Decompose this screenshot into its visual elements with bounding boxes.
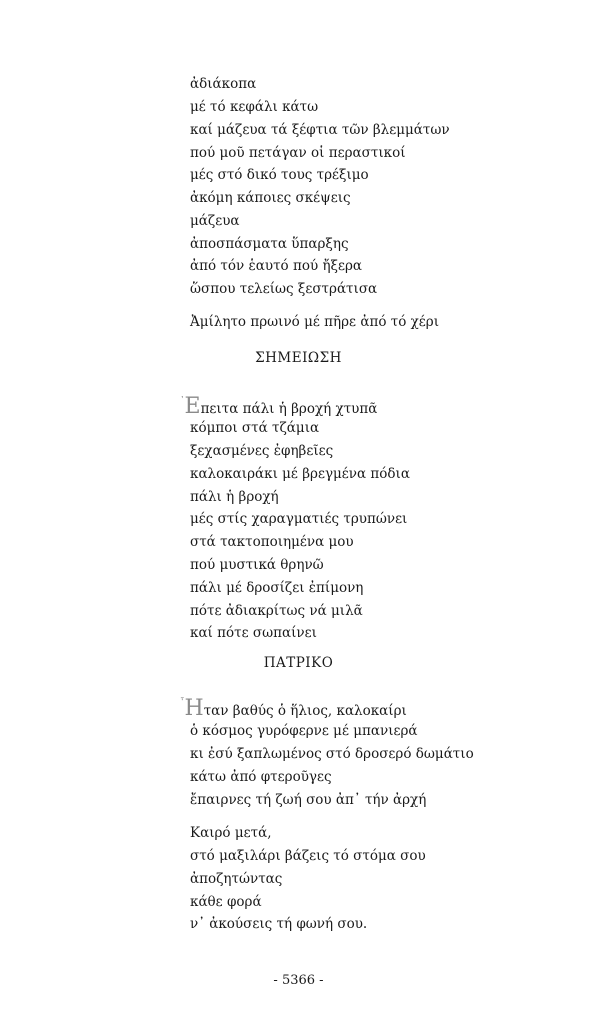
poem-line: ν᾿ ἀκούσεις τή φωνή σου.	[190, 916, 368, 932]
poem-closing-line: Ἀμίλητο πρωινό μέ πῆρε ἀπό τό χέρι	[190, 314, 440, 330]
dropcap-accent: ῏	[180, 699, 185, 709]
poem-line: πάλι μέ δροσίζει ἐπίμονη	[190, 580, 364, 596]
poem-line: κάτω ἀπό φτεροῦγες	[190, 769, 332, 785]
poem-line: μέ τό κεφάλι κάτω	[190, 99, 319, 115]
dropcap-letter: Ε	[184, 394, 201, 419]
poem-title: ΠΑΤΡΙΚΟ	[263, 655, 334, 671]
poem-line: μές στό δικό τους τρέξιμο	[190, 167, 369, 183]
poem-line: κι ἐσύ ξαπλωμένος στό δροσερό δωμάτιο	[190, 746, 474, 762]
poem-line: κάθε φορά	[190, 894, 262, 910]
poem-line: μές στίς χαραγματιές τρυπώνει	[190, 511, 408, 527]
poem-title: ΣΗΜΕΙΩΣΗ	[255, 350, 342, 366]
poem-line: ἀδιάκοπα	[190, 76, 257, 92]
poem-line: πού μοῦ πετάγαν οἱ περαστικοί	[190, 145, 406, 161]
poem-line: πού μυστικά θρηνῶ	[190, 557, 324, 573]
poem-line: κόμποι στά τζάμια	[190, 420, 320, 436]
poem-line: πάλι ἡ βροχή	[190, 489, 279, 505]
poem-line: ὁ κόσμος γυρόφερνε μέ μπανιερά	[190, 723, 418, 739]
poem-line: ξεχασμένες ἐφηβεῖες	[190, 443, 334, 459]
poem-line: ἀποσπάσματα ὕπαρξης	[190, 236, 349, 252]
page-number: - 5366 -	[273, 973, 324, 988]
poem-line: στό μαξιλάρι βάζεις τό στόμα σου	[190, 848, 426, 864]
poem-line: ἔπαιρνες τή ζωή σου ἀπ᾿ τήν ἀρχή	[190, 792, 427, 808]
poem-first-line	[180, 694, 407, 721]
poem-line: καλοκαιράκι μέ βρεγμένα πόδια	[190, 466, 410, 482]
dropcap-accent: ᾿	[180, 397, 185, 407]
poem-line: καί μάζευα τά ξέφτια τῶν βλεμμάτων	[190, 122, 450, 138]
poem-line: στά τακτοποιημένα μου	[190, 534, 354, 550]
poem-line: ἀκόμη κάποιες σκέψεις	[190, 190, 351, 206]
poem-line: πότε ἀδιακρίτως νά μιλᾶ	[190, 603, 363, 619]
poem-line: ἀπό τόν ἑαυτό πού ἤξερα	[190, 258, 363, 274]
poem-line: ἀποζητώντας	[190, 871, 283, 887]
poem-line: καί πότε σωπαίνει	[190, 625, 317, 641]
poem-line: ὥσπου τελείως ξεστράτισα	[190, 281, 378, 297]
poem-first-line	[180, 392, 377, 419]
poem-line: μάζευα	[190, 213, 240, 229]
first-line-text: ταν βαθύς ὁ ἥλιος, καλοκαίρι	[203, 703, 407, 719]
dropcap-letter: Η	[184, 696, 204, 721]
poem-line: Καιρό μετά,	[190, 825, 272, 841]
first-line-text: πειτα πάλι ἡ βροχή χτυπᾶ	[200, 401, 378, 417]
